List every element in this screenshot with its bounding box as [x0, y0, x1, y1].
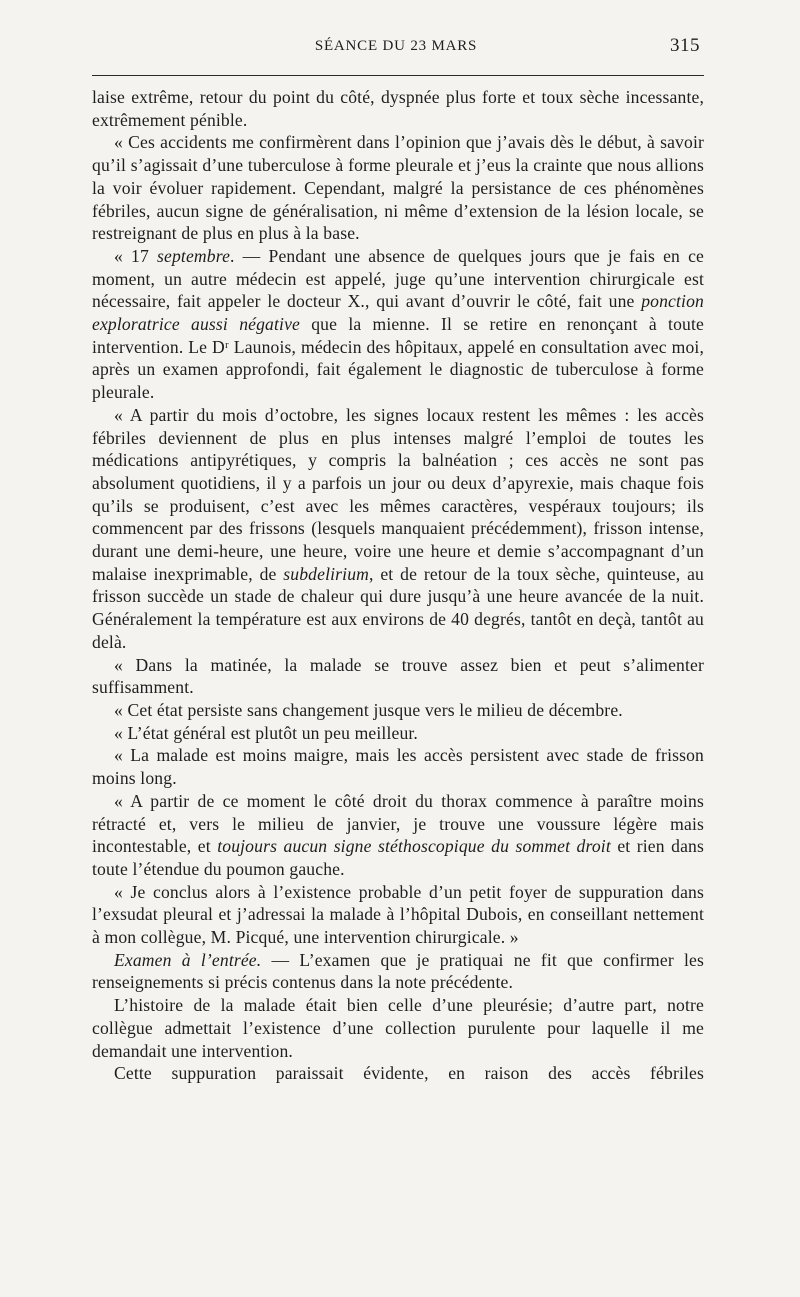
- text-segment: « Ces accidents me confirmèrent dans l’opinion que j’avais dès le début, à savoir qu’il s’agissait d’une tuberculose à forme pleurale et j’eus la crainte que nous allions la voir évoluer rapidement. Cependant, malgré la persistance de ces phénomènes fébriles, aucun signe de généralisation, ni même d’extension de la lésion locale, se restreignant de plus en plus à la base.: [92, 132, 704, 244]
- paragraph-2: [92, 131, 704, 245]
- paragraph-5: [92, 654, 704, 699]
- italic-date: septembre: [157, 245, 231, 266]
- text-segment: « Dans la matinée, la malade se trouve assez bien et peut s’alimenter suffisamment.: [92, 654, 704, 698]
- text-segment: « L’état général est plutôt un peu meilleur.: [114, 722, 418, 743]
- italic-term: subdelirium: [283, 563, 369, 584]
- text-segment: et rien dans toute l’étendue du poumon gauche.: [92, 836, 704, 879]
- paragraph-13: [92, 1062, 704, 1085]
- text-segment: « A partir du mois d’octobre, les signes locaux restent les mêmes : les accès fébriles deviennent de plus en plus intenses malgré l’emploi de toutes les médications antipyrétiques, y compris la balnéation ; ces accès ne sont pas absolument quotidiens, il y a parfois un jour ou deux d’apyrexie, mais chaque fois qu’ils se produisent, c’est avec les mêmes caractères, vespéraux toujours; ils commencent par des frissons (lesquels manquaient précédemment), frisson intense, durant une demi-heure, une heure, voire une heure et demie s’accompagnant d’un malaise inexprimable, de: [92, 404, 704, 584]
- running-title: SÉANCE DU 23 MARS: [314, 38, 478, 54]
- paragraph-8: [92, 744, 704, 789]
- body-text: [92, 86, 704, 1085]
- paragraph-12: [92, 994, 704, 1062]
- italic-phrase: toujours aucun signe stéthoscopique du sommet droit: [217, 836, 611, 857]
- text-segment: « Je conclus alors à l’existence probable d’un petit foyer de suppuration dans l’exsudat pleural et j’adressai la malade à l’hôpital Dubois, en conseillant nettement à mon collègue, M. Picqué, une intervention chirurgicale. »: [92, 881, 704, 948]
- text-segment: « 17: [114, 245, 158, 266]
- italic-phrase: ponction exploratrice aussi négative: [92, 291, 704, 335]
- paragraph-9: [92, 790, 704, 881]
- paragraph-7: [92, 722, 704, 745]
- page-header: [92, 34, 700, 58]
- text-segment: L’histoire de la malade était bien celle d’une pleurésie; d’autre part, notre collègue admettait l’existence d’une collection purulente pour laquelle il me demandait une intervention.: [92, 995, 704, 1061]
- paragraph-3: [92, 245, 704, 404]
- paragraph-11: [92, 949, 704, 994]
- header-rule: [92, 75, 704, 76]
- section-heading: Examen à l’entrée.: [114, 949, 262, 970]
- text-segment: laise extrême, retour du point du côté, dyspnée plus forte et toux sèche incessante, extrêmement pénible.: [92, 87, 704, 130]
- paragraph-6: [92, 699, 704, 722]
- text-segment: . — Pendant une absence de quelques jours que je fais en ce moment, un autre médecin est appelé, juge qu’une intervention chirurgicale est nécessaire, fait appeler le docteur X., qui avant d’ouvrir le côté, fait une: [92, 245, 704, 312]
- text-segment: que la mienne. Il se retire en renonçant à toute intervention. Le Dʳ Launois, médecin des hôpitaux, appelé en consultation avec moi, après un examen approfondi, fait également le diagnostic de tuberculose à forme pleurale.: [92, 314, 704, 403]
- text-segment: « La malade est moins maigre, mais les accès persistent avec stade de frisson moins long.: [92, 745, 704, 789]
- text-segment: , et de retour de la toux sèche, quinteuse, au frisson succède un stade de chaleur qui dure jusqu’à une heure avancée de la nuit. Généralement la température est aux environs de 40 degrés, tantôt en deçà, tantôt au delà.: [92, 563, 704, 652]
- page-number: 315: [670, 35, 700, 56]
- text-segment: Cette suppuration paraissait évidente, en raison des accès fébriles: [114, 1063, 704, 1084]
- text-segment: — L’examen que je pratiquai ne fit que confirmer les renseignements si précis contenus dans la note précédente.: [92, 949, 705, 993]
- paragraph-10: [92, 881, 704, 949]
- text-segment: « Cet état persiste sans changement jusque vers le milieu de décembre.: [114, 699, 623, 720]
- text-segment: « A partir de ce moment le côté droit du thorax commence à paraître moins rétracté et, vers le milieu de janvier, je trouve une voussure légère mais incontestable, et: [92, 790, 704, 857]
- paragraph-1: [92, 86, 704, 131]
- paragraph-4: [92, 404, 704, 654]
